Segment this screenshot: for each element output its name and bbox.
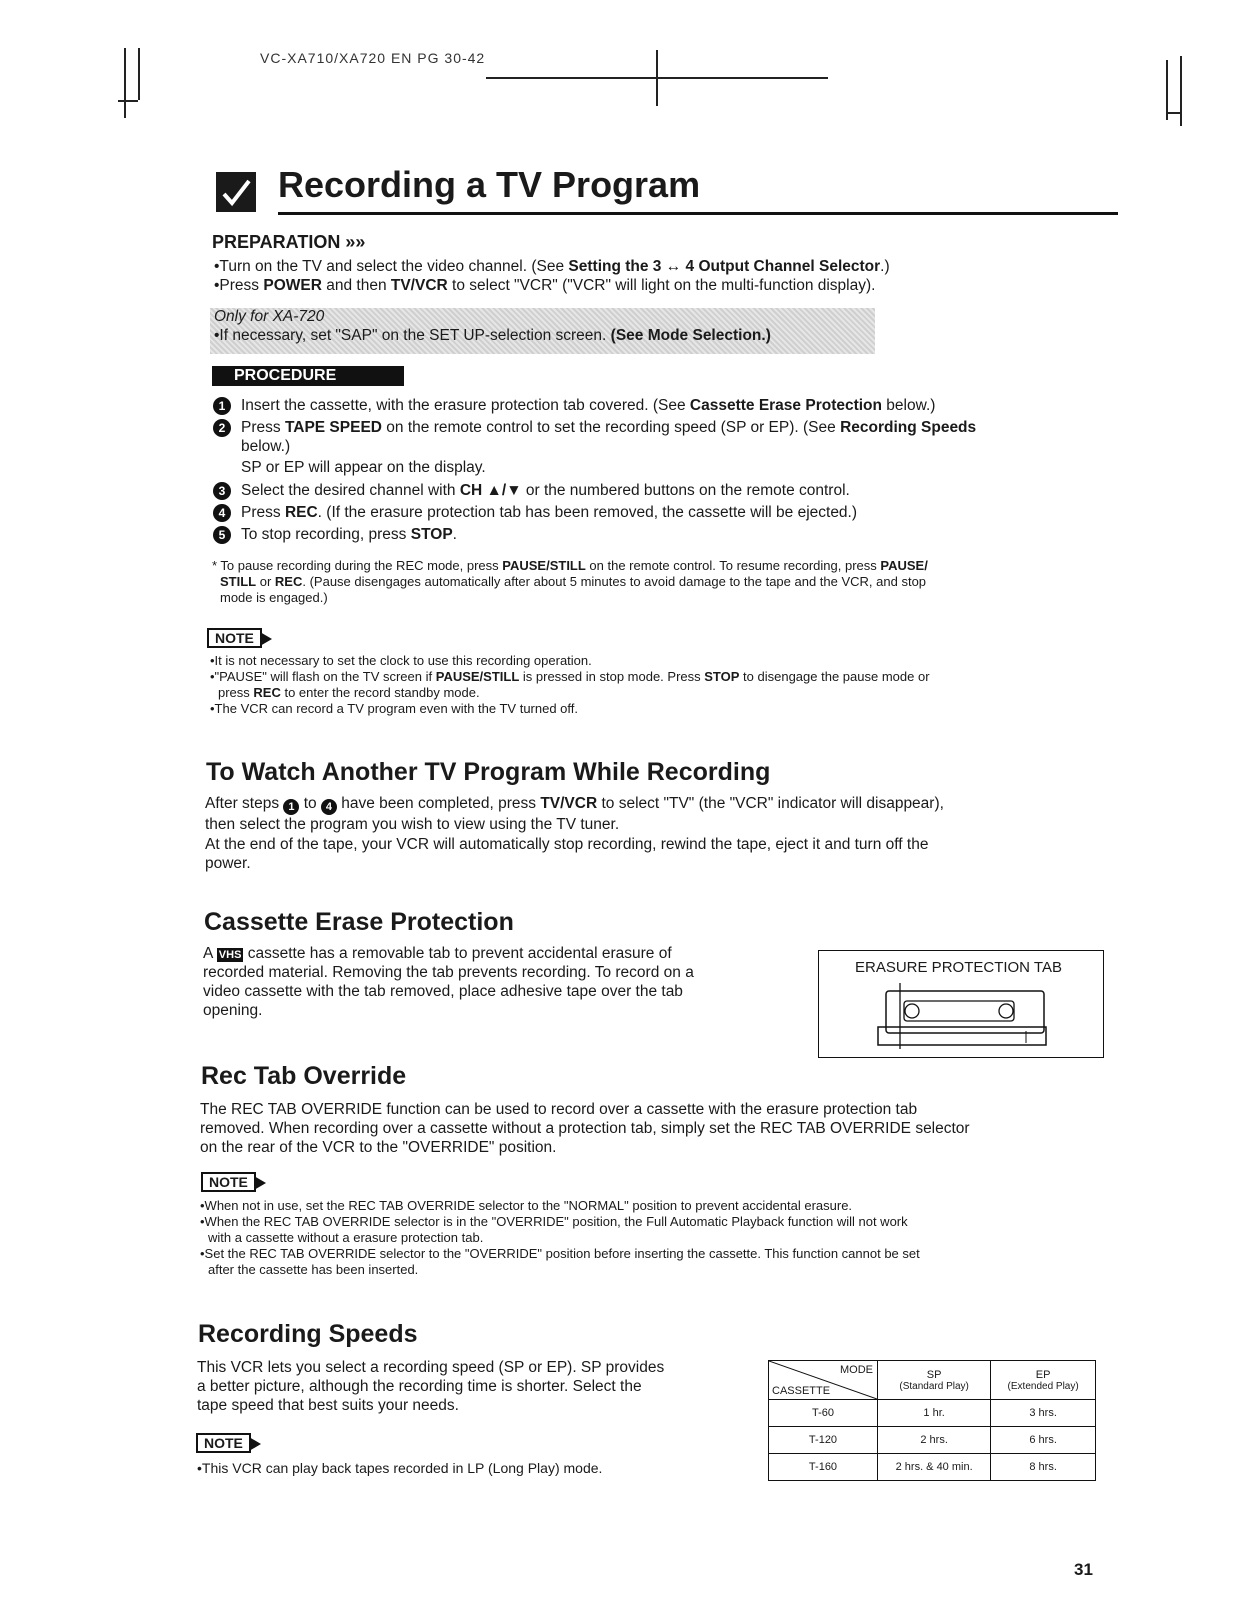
step-5: 5 To stop recording, press STOP. <box>213 525 1118 544</box>
note-2-list <box>200 1198 1110 1278</box>
cassette-illustration <box>874 981 1049 1051</box>
crop-mark <box>1180 56 1182 126</box>
note-1-item-cont: press REC to enter the record standby mode. <box>218 685 480 700</box>
crop-mark <box>138 48 140 100</box>
pause-note: * To pause recording during the REC mode, press PAUSE/STILL on the remote control. To resume recording, press PAUSE/ STILL or REC. (Pause disengages automatically after about 5 minutes to avoid damage to the tape and the VCR, and stop mode is engaged.) <box>212 558 928 605</box>
preparation-line-1: •Turn on the TV and select the video channel. (See Setting the 3 ↔ 4 Output Channel Selector.) <box>214 258 890 275</box>
checkmark-icon <box>216 172 256 212</box>
erase-text: A VHS cassette has a removable tab to prevent accidental erasure of recorded material. Removing the tab prevents recording. To record on a video cassette with the tab removed, place adhesive tape over the tab opening. <box>203 945 694 1019</box>
step-1: 1 Insert the cassette, with the erasure protection tab covered. (See Cassette Erase Protection below.) <box>213 396 1118 415</box>
note-badge: NOTE <box>207 628 272 648</box>
override-heading: Rec Tab Override <box>201 1062 407 1090</box>
step-4: 4 Press REC. (If the erasure protection tab has been removed, the cassette will be ejected.) <box>213 503 1118 522</box>
note-arrow-icon <box>260 632 272 646</box>
note-arrow-icon <box>249 1437 261 1451</box>
table-row: T-120 2 hrs. 6 hrs. <box>769 1427 1096 1454</box>
preparation-heading: PREPARATION »» <box>212 232 366 252</box>
note-2-item: •When the REC TAB OVERRIDE selector is in the "OVERRIDE" position, the Full Automatic Playback function will not work <box>200 1214 908 1229</box>
step-3: 3 Select the desired channel with CH ▲/▼ or the numbered buttons on the remote control. <box>213 481 1118 500</box>
note-2-item: •Set the REC TAB OVERRIDE selector to the "OVERRIDE" position before inserting the cassette. This function cannot be set <box>200 1246 920 1261</box>
double-arrow-icon: »» <box>345 232 366 252</box>
step-2-cont: below.) <box>241 438 291 455</box>
speeds-heading: Recording Speeds <box>198 1320 418 1348</box>
preparation-text <box>214 257 1114 295</box>
crop-mark <box>118 100 138 102</box>
step-2: 2 Press TAPE SPEED on the remote control to set the recording speed (SP or EP). (See Recording Speeds <box>213 418 1118 437</box>
note-1-item: •It is not necessary to set the clock to use this recording operation. <box>210 653 592 668</box>
note-1-item: •"PAUSE" will flash on the TV screen if PAUSE/STILL is pressed in stop mode. Press STOP to disengage the pause mode or <box>210 669 930 684</box>
speeds-note: •This VCR can play back tapes recorded in LP (Long Play) mode. <box>197 1460 603 1476</box>
step-2-display: SP or EP will appear on the display. <box>241 459 486 476</box>
watch-text: After steps 1 to 4 have been completed, press TV/VCR to select "TV" (the "VCR" indicator will disappear), then select the program you wish to view using the TV tuner. At the end of the tape, your VCR will automatically stop recording, rewind the tape, eject it and turn off the power. <box>205 795 944 872</box>
sp-header: SP (Standard Play) <box>878 1361 991 1400</box>
sap-line: •If necessary, set "SAP" on the SET UP-selection screen. (See Mode Selection.) <box>214 327 771 344</box>
note-2-item-cont: after the cassette has been inserted. <box>208 1262 419 1277</box>
note-arrow-icon <box>254 1176 266 1190</box>
table-row: T-160 2 hrs. & 40 min. 8 hrs. <box>769 1454 1096 1481</box>
page-number: 31 <box>1074 1560 1093 1579</box>
title-rule <box>278 212 1118 215</box>
note-badge: NOTE <box>196 1433 261 1453</box>
procedure-steps <box>213 396 1118 544</box>
procedure-badge: PROCEDURE <box>212 366 404 386</box>
page-title: Recording a TV Program <box>278 164 701 205</box>
mode-cassette-cell: MODE CASSETTE <box>769 1361 878 1400</box>
ep-header: EP (Extended Play) <box>991 1361 1096 1400</box>
crop-mark <box>124 48 126 118</box>
procedure-arrow-icon <box>382 366 398 386</box>
speeds-text: This VCR lets you select a recording speed (SP or EP). SP provides a better picture, although the recording time is shorter. Select the tape speed that best suits your needs. <box>197 1359 665 1414</box>
erase-heading: Cassette Erase Protection <box>204 908 514 936</box>
crop-mark <box>1166 60 1168 120</box>
note-1-list <box>210 653 1115 717</box>
erasure-tab-figure <box>818 950 1104 1058</box>
recording-speeds-table <box>768 1360 1096 1481</box>
xa720-note <box>214 307 894 345</box>
note-2-item-cont: with a cassette without a erasure protection tab. <box>208 1230 484 1245</box>
table-row: T-60 1 hr. 3 hrs. <box>769 1400 1096 1427</box>
erasure-tab-label: ERASURE PROTECTION TAB <box>855 959 1062 976</box>
preparation-line-2: •Press POWER and then TV/VCR to select "VCR" ("VCR" will light on the multi-function display). <box>214 277 876 294</box>
note-2-item: •When not in use, set the REC TAB OVERRIDE selector to the "NORMAL" position to prevent accidental erasure. <box>200 1198 853 1213</box>
print-code: VC-XA710/XA720 EN PG 30-42 <box>260 50 486 66</box>
watch-heading: To Watch Another TV Program While Recording <box>206 758 771 786</box>
note-badge: NOTE <box>201 1172 266 1192</box>
override-text: The REC TAB OVERRIDE function can be used to record over a cassette with the erasure protection tab removed. When recording over a cassette without a protection tab, simply set the REC TAB OVERRIDE selector on the rear of the VCR to the "OVERRIDE" position. <box>200 1101 970 1156</box>
vhs-logo: VHS <box>218 949 242 961</box>
crop-mark <box>486 77 828 79</box>
crop-mark <box>1166 112 1182 114</box>
note-1-item: •The VCR can record a TV program even with the TV turned off. <box>210 701 579 716</box>
table-header-row <box>769 1361 1096 1400</box>
only-for-label: Only for XA-720 <box>214 308 325 325</box>
